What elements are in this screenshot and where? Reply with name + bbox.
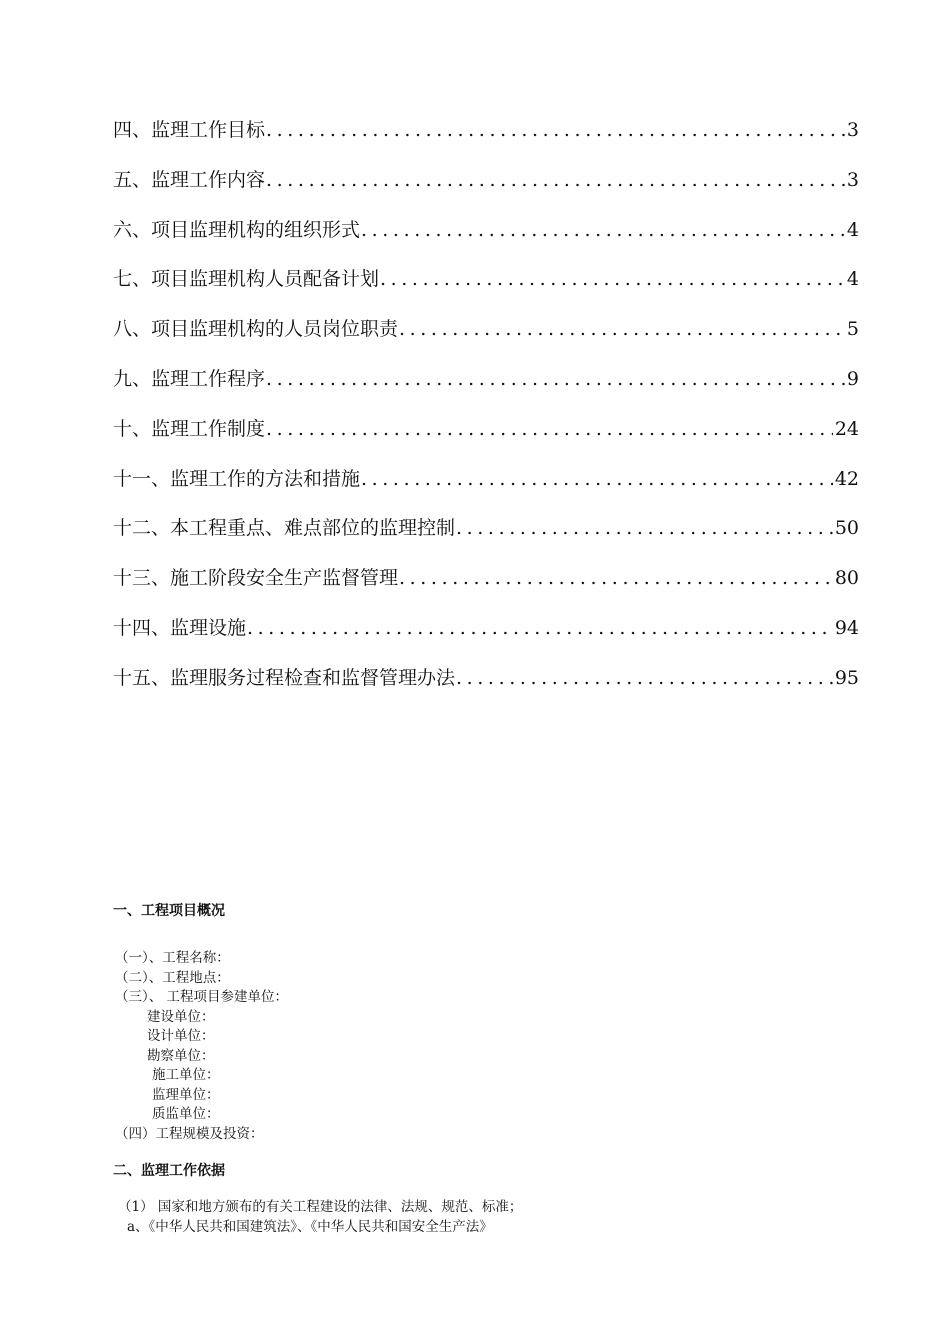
supervisor-unit-line: 监理单位： <box>152 1086 220 1103</box>
toc-dot-leader <box>399 560 833 596</box>
toc-dot-leader <box>266 411 833 447</box>
contractor-unit-line: 施工单位： <box>152 1067 220 1083</box>
toc-entry[interactable] <box>113 510 859 560</box>
section-heading-project-overview: 一、工程项目概况 <box>113 903 225 919</box>
section-heading-work-basis: 二、监理工作依据 <box>113 1163 225 1179</box>
toc-dot-leader <box>247 610 833 646</box>
toc-entry-title: 十五、监理服务过程检查和监督管理办法 <box>113 666 456 689</box>
toc-entry-page: 4 <box>846 218 859 241</box>
project-scale-line: （四）工程规模及投资： <box>115 1125 264 1142</box>
toc-dot-leader <box>380 261 845 297</box>
toc-dot-leader <box>361 461 833 497</box>
toc-entry-page: 50 <box>834 517 859 540</box>
toc-entry-page: 80 <box>834 567 859 590</box>
quality-unit-line: 质监单位： <box>152 1106 220 1122</box>
builder-unit-line: 建设单位： <box>147 1008 215 1025</box>
toc-entry-page: 24 <box>834 417 859 440</box>
toc-entry-page: 3 <box>846 168 859 191</box>
toc-entry-title: 九、监理工作程序 <box>113 367 266 390</box>
toc-entry-title: 十三、施工阶段安全生产监督管理 <box>113 567 399 590</box>
table-of-contents <box>113 112 859 710</box>
toc-entry-title: 十二、本工程重点、难点部位的监理控制 <box>113 517 456 540</box>
toc-entry-page: 94 <box>834 616 859 639</box>
toc-entry[interactable] <box>113 311 859 361</box>
surveyor-unit-line: 勘察单位： <box>147 1047 215 1064</box>
toc-entry-title: 七、项目监理机构人员配备计划 <box>113 268 380 291</box>
toc-entry-page: 3 <box>846 119 859 141</box>
toc-dot-leader <box>361 212 845 248</box>
designer-unit-line: 设计单位： <box>147 1028 215 1044</box>
toc-entry-page: 5 <box>846 318 859 341</box>
toc-entry-title: 六、项目监理机构的组织形式 <box>113 218 361 241</box>
work-basis-body <box>115 1198 522 1237</box>
project-name-line: （一）、工程名称： <box>115 950 230 966</box>
toc-entry-page: 42 <box>834 467 859 490</box>
toc-entry-page: 95 <box>834 666 859 689</box>
toc-entry[interactable] <box>113 560 859 610</box>
toc-entry[interactable] <box>113 261 859 311</box>
toc-entry-page: 9 <box>846 367 859 390</box>
project-overview-body <box>115 949 288 1144</box>
toc-entry[interactable] <box>113 112 859 162</box>
toc-dot-leader <box>399 311 845 347</box>
toc-entry[interactable] <box>113 411 859 461</box>
toc-dot-leader <box>266 112 845 148</box>
toc-entry[interactable] <box>113 162 859 212</box>
toc-dot-leader <box>266 162 845 198</box>
toc-dot-leader <box>456 660 833 696</box>
toc-entry-title: 十四、监理设施 <box>113 616 247 639</box>
toc-entry-title: 十、监理工作制度 <box>113 417 266 440</box>
toc-entry-title: 四、监理工作目标 <box>113 119 266 141</box>
toc-entry[interactable] <box>113 212 859 262</box>
toc-dot-leader <box>266 361 845 397</box>
toc-entry[interactable] <box>113 461 859 511</box>
project-parties-line: （三）、 工程项目参建单位： <box>115 989 289 1005</box>
toc-entry[interactable] <box>113 610 859 660</box>
toc-entry[interactable] <box>113 361 859 411</box>
toc-entry[interactable] <box>113 660 859 710</box>
project-location-line: （二）、工程地点： <box>115 969 230 986</box>
toc-entry-page: 4 <box>846 268 859 291</box>
toc-entry-title: 十一、监理工作的方法和措施 <box>113 467 361 490</box>
toc-entry-title: 五、监理工作内容 <box>113 168 266 191</box>
toc-entry-title: 八、项目监理机构的人员岗位职责 <box>113 318 399 341</box>
basis-item-a: a、《中华人民共和国建筑法》、《中华人民共和国安全生产法》 <box>127 1218 493 1235</box>
toc-dot-leader <box>456 510 833 546</box>
basis-item-1: （1） 国家和地方颁布的有关工程建设的法律、法规、规范、标准； <box>118 1199 523 1215</box>
